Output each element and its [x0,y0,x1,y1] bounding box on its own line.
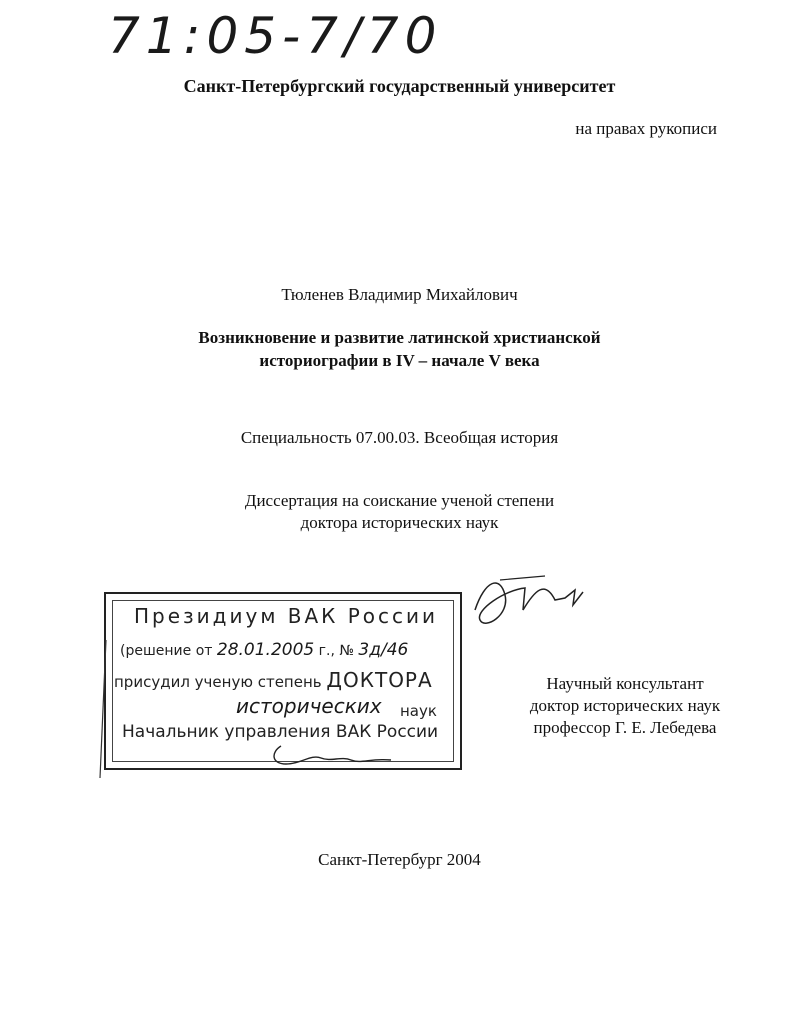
stamp-decision-prefix: (решение от [120,643,213,659]
stamp-edge-mark [96,640,110,780]
city-year: Санкт-Петербург 2004 [318,850,481,869]
stamp-line-3 [114,668,433,692]
scientific-consultant [520,673,730,739]
stamp-field-handwritten [236,694,382,718]
consultant-line-2: доктор исторических наук [529,696,721,715]
stamp-field-suffix: наук [400,702,437,720]
rights-note: на правах рукописи [575,119,717,138]
signature-mark [465,570,605,640]
stamp-decision-number: 3д/46 [358,640,409,660]
stamp-signature-mark [266,742,406,770]
stamp-awarded-prefix: присудил ученую степень [114,673,322,691]
archive-number-handwritten: 71:05-7/70 [108,7,443,65]
specialty: Специальность 07.00.03. Всеобщая история [240,428,559,447]
dissertation-line-2: доктора исторических наук [300,513,499,532]
stamp-line-1: Президиум ВАК России [134,604,439,628]
stamp-decision-date: 28.01.2005 [216,640,315,660]
stamp-line-5: Начальник управления ВАК России [122,722,439,742]
dissertation-type [0,490,799,534]
author-name: Тюленев Владимир Михайлович [281,285,518,304]
title-line-2: историографии в IV – начале V века [259,351,540,370]
consultant-line-3: профессор Г. Е. Лебедева [533,718,717,737]
stamp-decision-middle: г., № [318,643,354,659]
stamp-degree: ДОКТОРА [326,668,433,692]
consultant-line-1: Научный консультант [546,674,704,693]
dissertation-title [0,326,799,372]
dissertation-line-1: Диссертация на соискание ученой степени [244,491,555,510]
title-line-1: Возникновение и развитие латинской христианской [198,328,601,347]
university-name: Санкт-Петербургский государственный университет [183,76,616,96]
vak-stamp [104,592,462,770]
stamp-field: исторических [236,694,382,718]
stamp-line-2 [120,640,408,660]
